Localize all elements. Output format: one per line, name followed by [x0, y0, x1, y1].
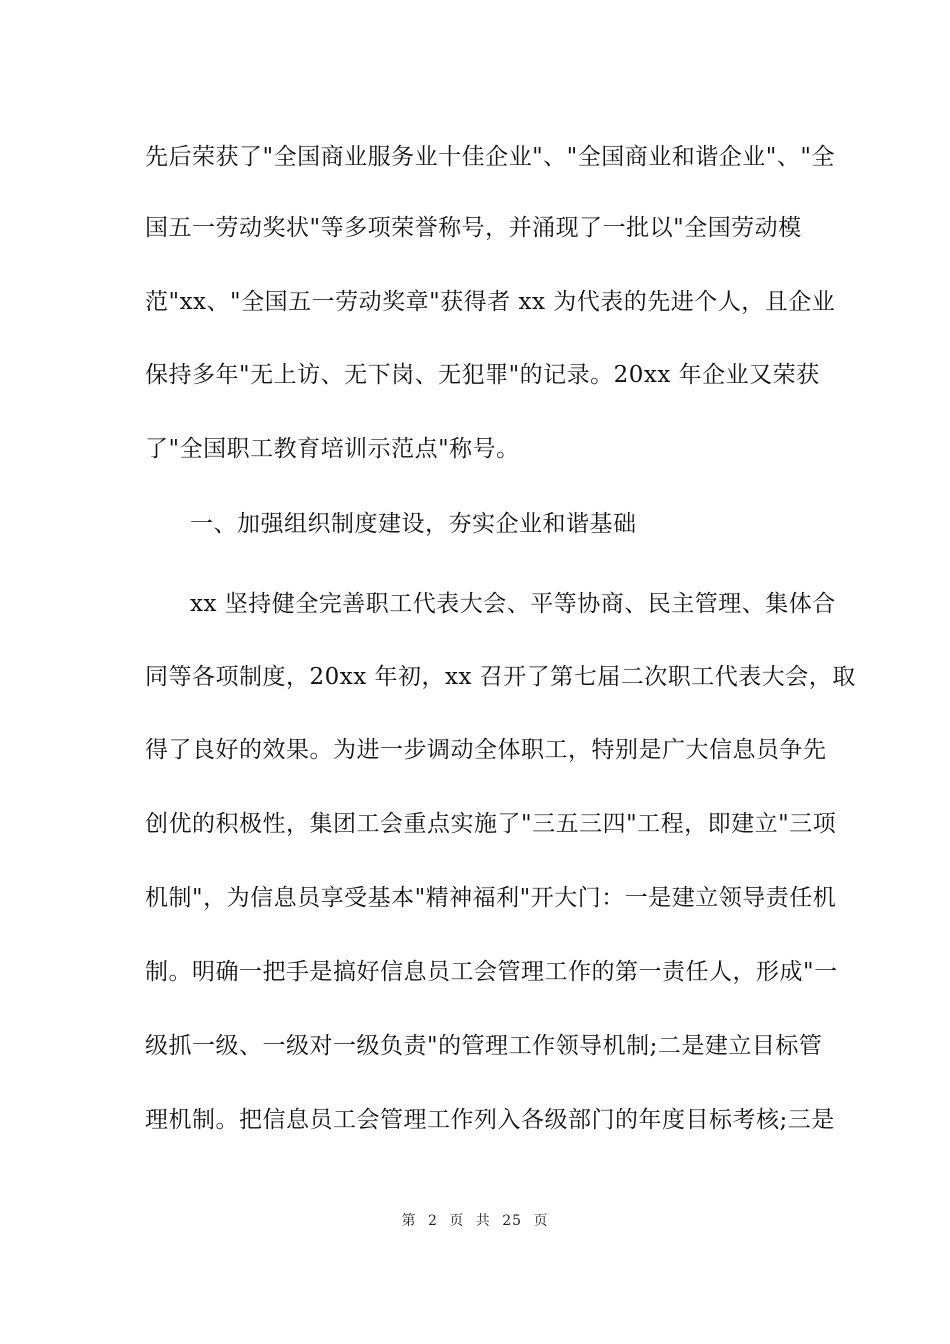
body-text-line: 先后荣获了"全国商业服务业十佳企业"、"全国商业和谐企业"、"全	[145, 144, 835, 170]
total-unit: 页	[533, 1213, 549, 1229]
section-heading: 一、加强组织制度建设，夯实企业和谐基础	[190, 511, 637, 537]
total-pages: 25	[502, 1213, 523, 1229]
body-text-line: 国五一劳动奖状"等多项荣誉称号，并涌现了一批以"全国劳动模	[145, 215, 802, 241]
body-text-line: 级抓一级、一级对一级负责"的管理工作领导机制;二是建立目标管	[145, 1033, 823, 1059]
body-text-line: xx 坚持健全完善职工代表大会、平等协商、民主管理、集体合	[190, 591, 836, 617]
body-text-line: 得了良好的效果。为进一步调动全体职工，特别是广大信息员争先	[145, 737, 827, 763]
body-text-line: 制。明确一把手是搞好信息员工会管理工作的第一责任人，形成"一	[145, 959, 838, 985]
page-number: 2	[427, 1213, 438, 1229]
body-text-line: 理机制。把信息员工会管理工作列入各级部门的年度目标考核;三是	[145, 1107, 835, 1133]
page-unit: 页	[449, 1213, 465, 1229]
body-text-line: 范"xx、"全国五一劳动奖章"获得者 xx 为代表的先进个人，且企业	[145, 289, 836, 315]
body-text-line: 同等各项制度，20xx 年初，xx 召开了第七届二次职工代表大会，取	[145, 664, 856, 690]
body-text-line: 保持多年"无上访、无下岗、无犯罪"的记录。20xx 年企业又荣获	[145, 362, 820, 388]
total-prefix: 共	[475, 1213, 491, 1229]
body-text-line: 了"全国职工教育培训示范点"称号。	[145, 436, 520, 462]
body-text-line: 创优的积极性，集团工会重点实施了"三五三四"工程，即建立"三项	[145, 811, 837, 837]
page-footer	[0, 1210, 950, 1230]
body-text-line: 机制"，为信息员享受基本"精神福利"开大门：一是建立领导责任机	[145, 885, 837, 911]
page-prefix: 第	[401, 1213, 417, 1229]
